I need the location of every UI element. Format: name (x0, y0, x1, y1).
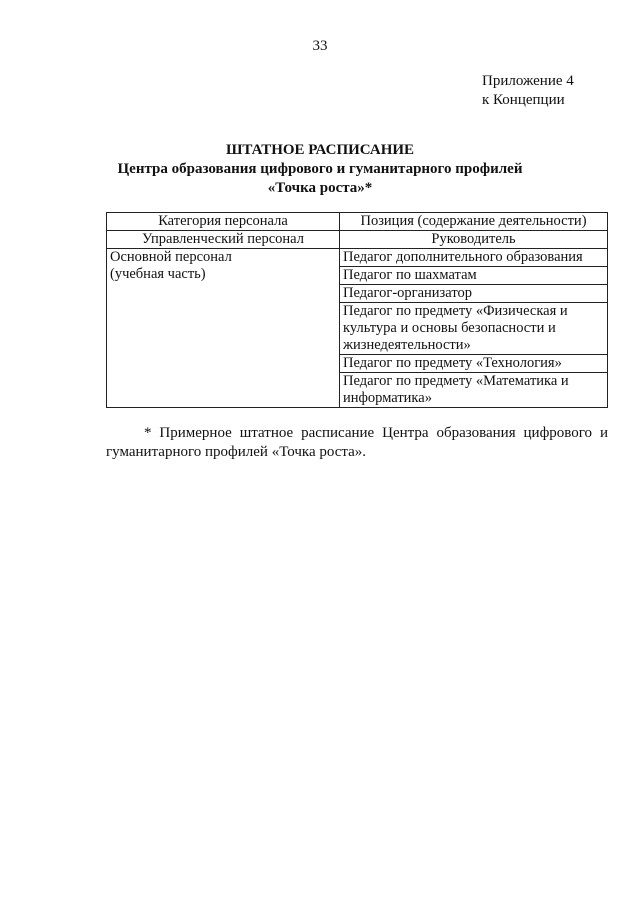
document-title (0, 141, 640, 198)
table-cell-position: Педагог по предмету «Физическая и культура и основы безопасности и жизнедеятельности» (340, 303, 608, 355)
category-line: (учебная часть) (110, 266, 206, 282)
table-cell-position: Педагог по предмету «Технология» (340, 355, 608, 373)
appendix-line: к Концепции (482, 92, 565, 108)
appendix-line: Приложение 4 (482, 73, 574, 89)
table-header-row (107, 213, 608, 231)
title-line: ШТАТНОЕ РАСПИСАНИЕ (225, 142, 415, 158)
table-cell-position: Педагог по шахматам (340, 267, 608, 285)
staff-table (106, 212, 608, 408)
category-line: Основной персонал (110, 249, 232, 265)
footnote: * Примерное штатное расписание Центра образования цифрового и гуманитарного профилей «Точка роста». (106, 425, 608, 460)
column-header-category: Категория персонала (107, 213, 340, 231)
table-row (107, 231, 608, 249)
column-header-position: Позиция (содержание деятельности) (340, 213, 608, 231)
table-cell-position: Педагог дополнительного образования (340, 249, 608, 267)
page-number: 33 (312, 38, 328, 54)
title-line: Центра образования цифрового и гуманитарного профилей (117, 161, 523, 177)
title-line: «Точка роста»* (267, 180, 373, 196)
table-cell-position: Руководитель (340, 231, 608, 249)
table-cell-category: Управленческий персонал (107, 231, 340, 249)
table-row (107, 249, 608, 267)
table-cell-category (107, 249, 340, 408)
table-cell-position: Педагог-организатор (340, 285, 608, 303)
appendix-reference (482, 72, 574, 110)
table-cell-position: Педагог по предмету «Математика и информатика» (340, 373, 608, 408)
